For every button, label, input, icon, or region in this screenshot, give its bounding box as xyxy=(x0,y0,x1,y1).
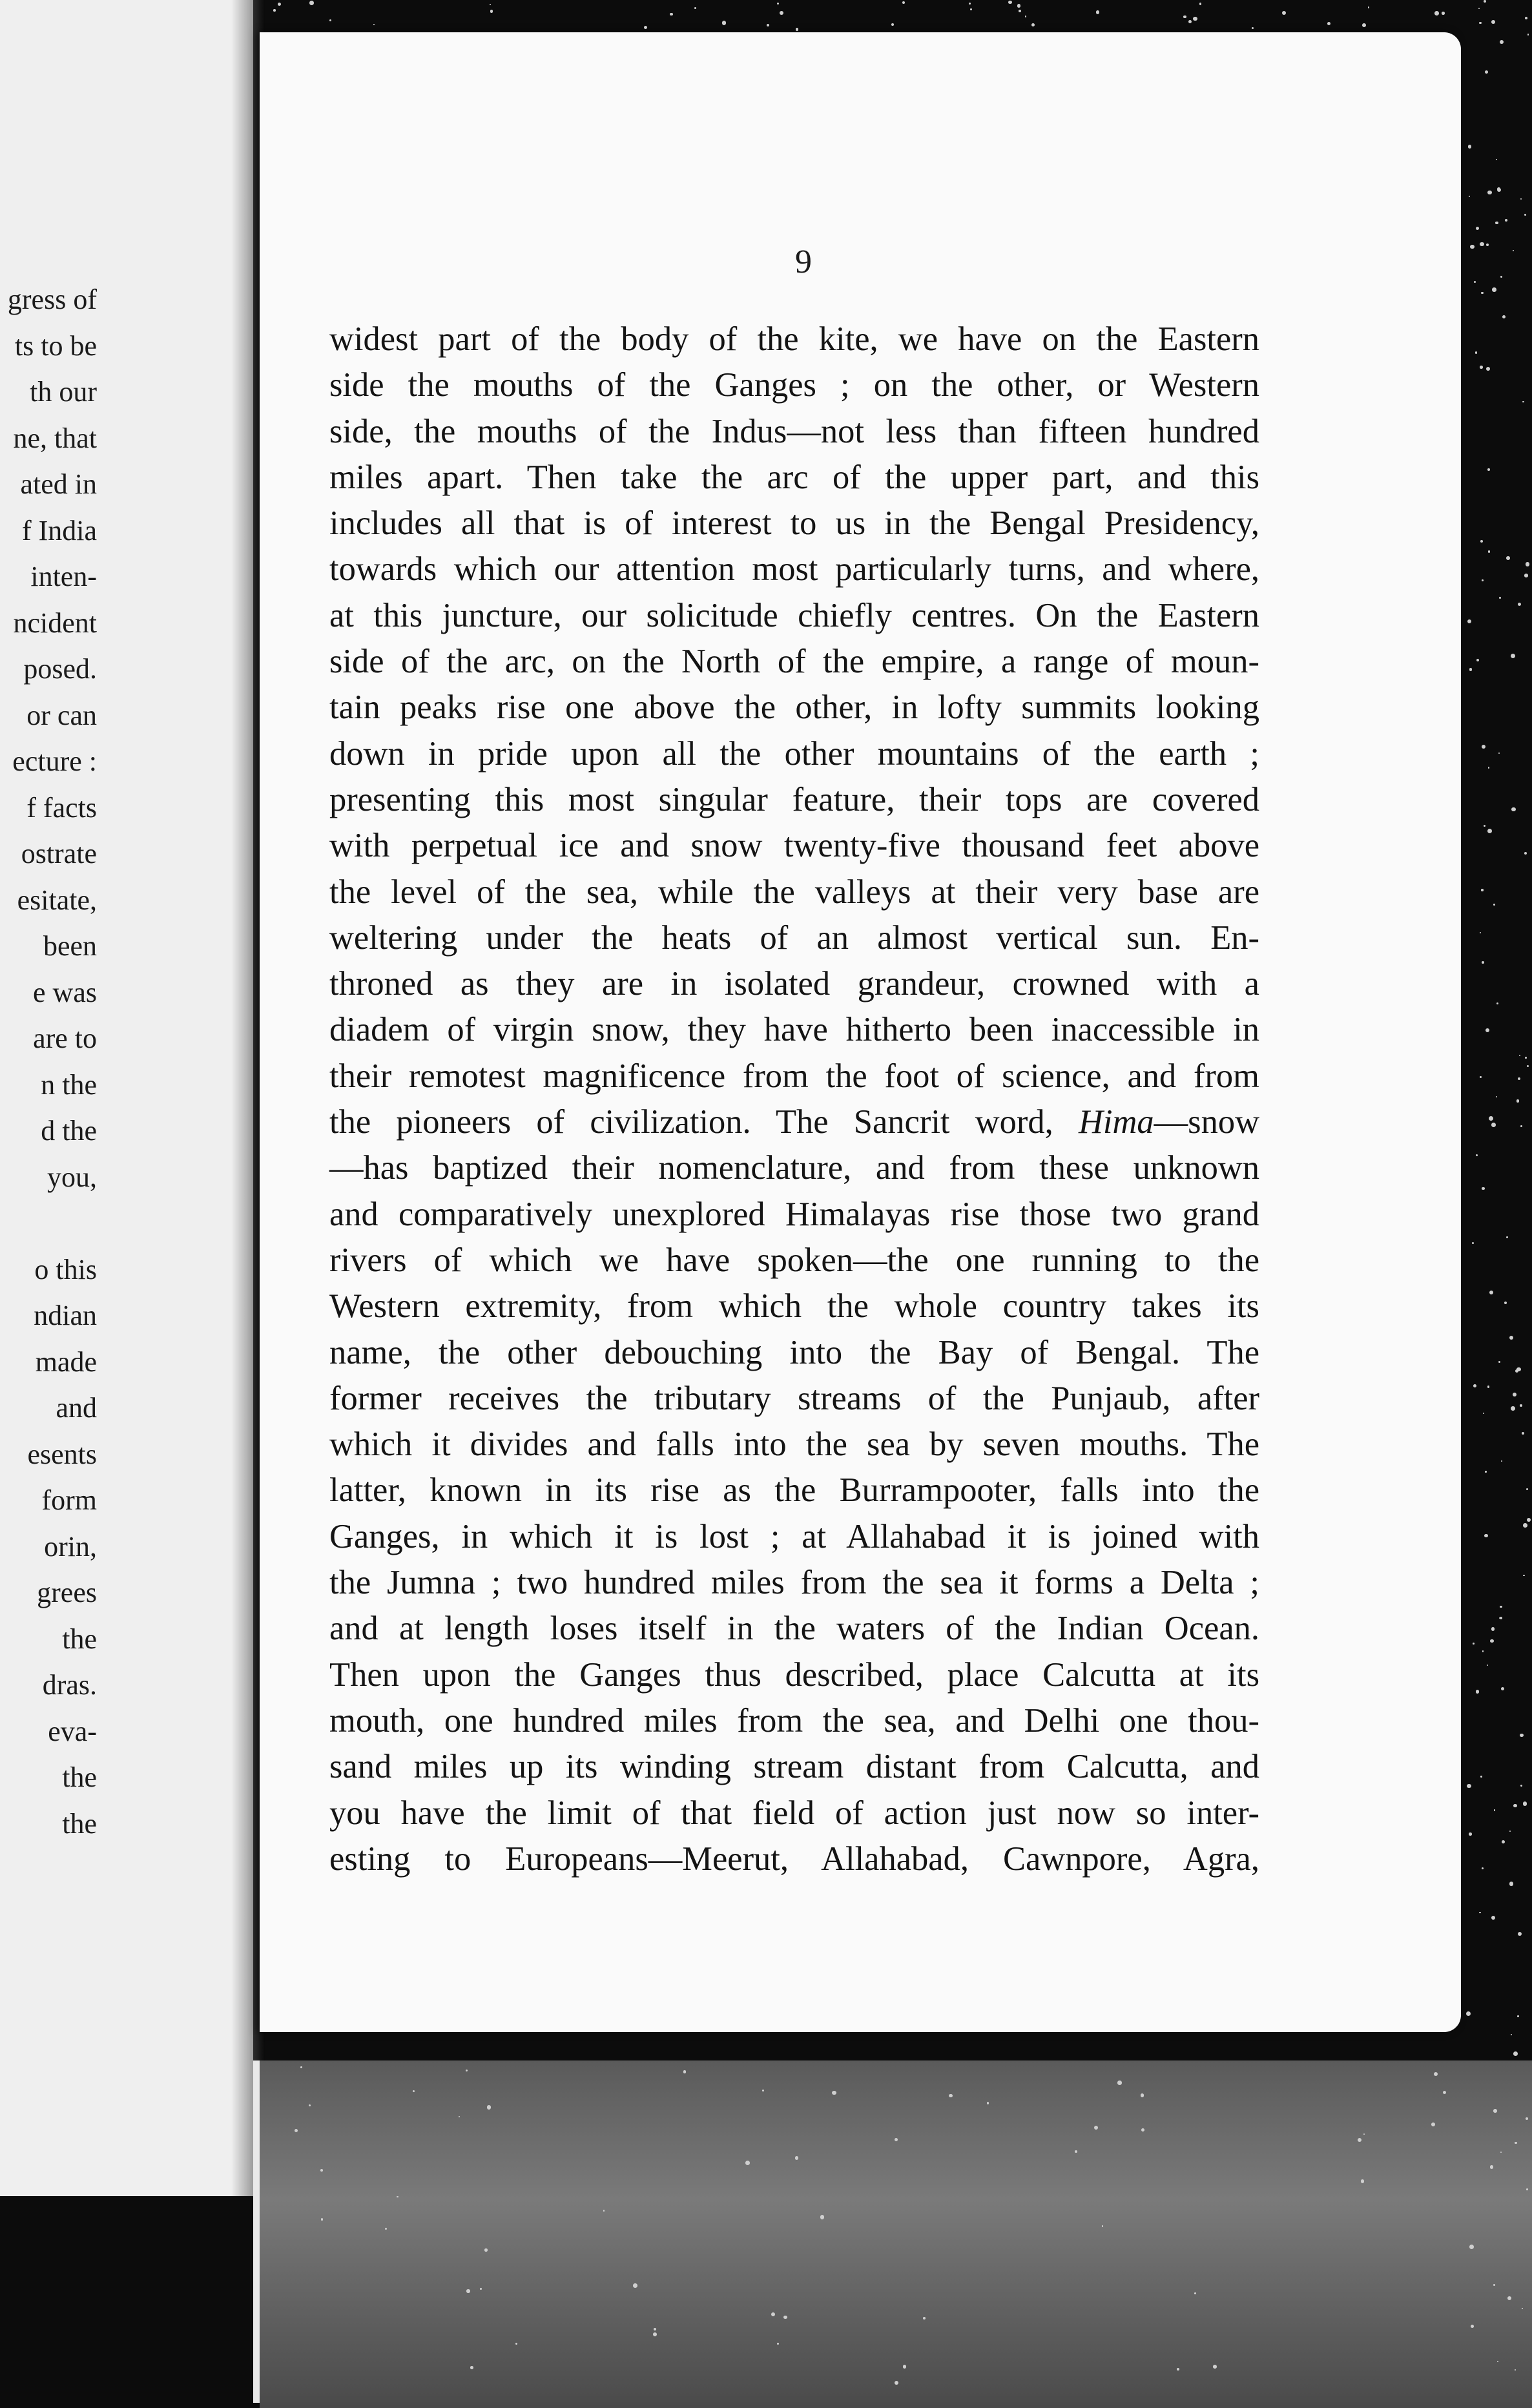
text-line: rivers of which we have spoken—the one running to the xyxy=(329,1241,1259,1279)
noise-speck xyxy=(771,2312,775,2316)
noise-speck xyxy=(1481,292,1484,295)
noise-speck xyxy=(1525,1057,1527,1059)
noise-speck xyxy=(722,21,727,25)
noise-speck xyxy=(1526,2188,1528,2190)
text-line: towards which our attention most particularly turns, and where, xyxy=(329,550,1259,588)
noise-speck xyxy=(1442,12,1445,15)
text-line: presenting this most singular feature, their tops are covered xyxy=(329,780,1259,818)
noise-speck xyxy=(1282,11,1286,15)
noise-speck xyxy=(278,3,281,6)
text-line: weltering under the heats of an almost vertical sun. En- xyxy=(329,919,1259,957)
noise-speck xyxy=(1523,1801,1527,1806)
noise-speck xyxy=(644,26,647,29)
noise-speck xyxy=(1480,242,1484,246)
noise-speck xyxy=(1478,8,1480,9)
noise-speck xyxy=(1025,16,1026,17)
noise-speck xyxy=(1501,1460,1503,1462)
left-page-line: ecture : xyxy=(12,745,97,777)
noise-speck xyxy=(1362,23,1366,27)
noise-speck xyxy=(777,2343,778,2344)
left-page-line: f India xyxy=(21,514,97,546)
noise-speck xyxy=(1469,196,1470,197)
background-surface xyxy=(260,2060,1532,2408)
noise-speck xyxy=(1486,244,1489,246)
left-page-line: esitate, xyxy=(17,884,97,916)
noise-speck xyxy=(1008,1,1011,4)
noise-speck xyxy=(397,2196,399,2198)
noise-speck xyxy=(1509,1882,1514,1886)
noise-speck xyxy=(487,2105,491,2109)
text-line: the pioneers of civilization. The Sancrit word, Hima—snow xyxy=(329,1103,1259,1141)
noise-speck xyxy=(1486,367,1490,371)
noise-speck xyxy=(1484,1534,1488,1538)
noise-speck xyxy=(321,2218,323,2220)
noise-speck xyxy=(683,2070,686,2073)
text-line: esting to Europeans—Meerut, Allahabad, Cawnpore, Agra, xyxy=(329,1840,1259,1878)
noise-speck xyxy=(1491,1627,1495,1630)
noise-speck xyxy=(902,1,905,4)
noise-speck xyxy=(1476,659,1479,661)
text-line: Ganges, in which it is lost ; at Allahabad it is joined with xyxy=(329,1517,1259,1555)
noise-speck xyxy=(1431,2123,1435,2126)
noise-speck xyxy=(1492,287,1496,291)
noise-speck xyxy=(1493,2109,1497,2113)
text-line: tain peaks rise one above the other, in lofty summits looking xyxy=(329,689,1259,727)
noise-speck xyxy=(1473,1384,1476,1387)
text-line: sand miles up its winding stream distant from Calcutta, and xyxy=(329,1748,1259,1786)
noise-speck xyxy=(1031,23,1035,27)
noise-speck xyxy=(670,13,672,16)
noise-speck xyxy=(1117,2081,1121,2084)
noise-speck xyxy=(1481,889,1483,891)
noise-speck xyxy=(1513,250,1514,251)
noise-speck xyxy=(1526,562,1530,566)
noise-speck xyxy=(1470,245,1475,249)
left-page-line: th our xyxy=(30,376,97,408)
noise-speck xyxy=(777,3,779,5)
noise-speck xyxy=(1480,932,1481,933)
text-line: you have the limit of that field of action just now so inter- xyxy=(329,1794,1259,1832)
text-line: and at length loses itself in the waters of the Indian Ocean. xyxy=(329,1610,1259,1648)
noise-speck xyxy=(1522,1432,1524,1435)
noise-speck xyxy=(480,2288,482,2290)
noise-speck xyxy=(1487,468,1490,471)
text-line: their remotest magnificence from the foot of science, and from xyxy=(329,1057,1259,1095)
noise-speck xyxy=(1513,2051,1518,2056)
noise-speck xyxy=(796,28,799,31)
noise-speck xyxy=(1504,1302,1507,1304)
noise-speck xyxy=(1498,752,1500,754)
text-line: side the mouths of the Ganges ; on the other, or Western xyxy=(329,366,1259,404)
noise-speck xyxy=(1193,17,1197,21)
noise-speck xyxy=(1479,22,1481,24)
noise-speck xyxy=(1519,1055,1520,1056)
noise-speck xyxy=(1467,1784,1471,1788)
noise-speck xyxy=(1518,1932,1522,1936)
page-number: 9 xyxy=(795,244,812,280)
noise-speck xyxy=(1493,904,1495,906)
noise-speck xyxy=(1468,145,1472,149)
noise-speck xyxy=(1480,540,1483,543)
noise-speck xyxy=(1491,1916,1495,1920)
noise-speck xyxy=(1482,1867,1484,1869)
noise-speck xyxy=(329,19,331,21)
noise-speck xyxy=(654,2328,656,2330)
left-page-line: dras. xyxy=(42,1669,97,1701)
noise-speck xyxy=(1488,767,1490,769)
noise-speck xyxy=(1476,227,1479,230)
text-line: the level of the sea, while the valleys at their very base are xyxy=(329,873,1259,911)
noise-speck xyxy=(490,4,491,5)
noise-speck xyxy=(1188,20,1192,23)
noise-speck xyxy=(1199,3,1202,5)
noise-speck xyxy=(1496,1096,1497,1097)
text-line: Then upon the Ganges thus described, place Calcutta at its xyxy=(329,1655,1259,1694)
noise-speck xyxy=(309,1,314,5)
noise-speck xyxy=(1489,1116,1493,1121)
noise-speck xyxy=(780,11,783,15)
text-line: former receives the tributary streams of the Punjaub, after xyxy=(329,1379,1259,1417)
noise-speck xyxy=(1506,556,1510,560)
noise-speck xyxy=(745,2161,750,2165)
noise-speck xyxy=(1361,2179,1364,2183)
text-line: widest part of the body of the kite, we have on the Eastern xyxy=(329,320,1259,358)
noise-speck xyxy=(1490,2165,1493,2168)
left-page-line: d the xyxy=(41,1115,97,1147)
text-line: side, the mouths of the Indus—not less than fifteen hundred xyxy=(329,412,1259,450)
noise-speck xyxy=(1473,1643,1475,1645)
noise-speck xyxy=(1490,1639,1494,1643)
noise-speck xyxy=(373,24,375,25)
noise-speck xyxy=(1484,825,1485,827)
noise-speck xyxy=(1500,276,1502,278)
noise-speck xyxy=(1482,745,1486,749)
noise-speck xyxy=(1358,2138,1361,2142)
noise-speck xyxy=(1513,1804,1516,1807)
left-page-line: f facts xyxy=(26,791,97,824)
noise-speck xyxy=(1520,1404,1522,1407)
left-page-line: and xyxy=(56,1392,97,1424)
text-line: with perpetual ice and snow twenty-five thousand feet above xyxy=(329,827,1259,865)
text-line: the Jumna ; two hundred miles from the sea it forms a Delta ; xyxy=(329,1564,1259,1602)
noise-speck xyxy=(1525,17,1527,19)
page-fold-shadow xyxy=(231,0,253,2196)
noise-speck xyxy=(1487,191,1492,195)
noise-speck xyxy=(1509,1831,1511,1832)
noise-speck xyxy=(1511,1406,1515,1411)
noise-speck xyxy=(1213,2365,1217,2369)
noise-speck xyxy=(1522,401,1524,403)
noise-speck xyxy=(1527,1518,1531,1522)
noise-speck xyxy=(1500,1617,1503,1620)
noise-speck xyxy=(1524,852,1527,855)
left-page-line: posed. xyxy=(23,653,97,685)
noise-speck xyxy=(1498,1361,1500,1363)
noise-speck xyxy=(1480,1076,1481,1077)
text-line: Western extremity, from which the whole country takes its xyxy=(329,1287,1259,1325)
noise-speck xyxy=(466,2289,470,2293)
noise-speck xyxy=(1520,1785,1522,1787)
noise-speck xyxy=(895,2138,898,2141)
noise-speck xyxy=(1476,1690,1479,1693)
left-page-line: the xyxy=(62,1623,97,1655)
noise-speck xyxy=(1511,807,1516,812)
text-line: miles apart. Then take the arc of the upper part, and this xyxy=(329,458,1259,496)
left-page-line: inten- xyxy=(30,561,97,592)
left-page-line: ated in xyxy=(20,468,97,500)
noise-speck xyxy=(1520,1125,1522,1127)
noise-speck xyxy=(1491,1123,1496,1127)
noise-speck xyxy=(1474,281,1476,283)
noise-speck xyxy=(1017,4,1021,8)
noise-speck xyxy=(1527,34,1529,35)
noise-speck xyxy=(1511,2034,1512,2035)
noise-speck xyxy=(949,2094,953,2098)
noise-speck xyxy=(1526,1488,1528,1490)
noise-speck xyxy=(1499,597,1501,599)
left-page-line: or can xyxy=(26,699,97,731)
noise-speck xyxy=(295,2129,298,2132)
noise-speck xyxy=(1527,1065,1529,1067)
noise-speck xyxy=(1469,2245,1474,2249)
text-line: side of the arc, on the North of the empire, a range of moun- xyxy=(329,643,1259,681)
noise-speck xyxy=(1487,1665,1488,1666)
noise-speck xyxy=(1500,40,1504,44)
noise-speck xyxy=(653,2332,657,2336)
left-page-line: made xyxy=(35,1345,97,1378)
noise-speck xyxy=(1434,11,1439,16)
noise-speck xyxy=(1096,10,1100,14)
noise-speck xyxy=(1502,1840,1505,1843)
noise-speck xyxy=(1502,315,1506,319)
left-page-line: n the xyxy=(41,1068,97,1101)
noise-speck xyxy=(1509,1336,1513,1340)
left-page-line xyxy=(0,1200,97,1247)
text-line: and comparatively unexplored Himalayas rise those two grand xyxy=(329,1195,1259,1233)
noise-speck xyxy=(490,10,493,12)
noise-speck xyxy=(1483,1413,1484,1414)
noise-speck xyxy=(1482,579,1484,581)
left-page-line: eva- xyxy=(48,1715,97,1747)
noise-speck xyxy=(923,2317,926,2320)
noise-speck xyxy=(1518,603,1521,606)
noise-speck xyxy=(1489,1291,1494,1295)
noise-speck xyxy=(633,2283,637,2288)
noise-speck xyxy=(1524,574,1528,577)
noise-speck xyxy=(1511,654,1515,658)
noise-speck xyxy=(1524,214,1527,216)
left-page-line: the xyxy=(62,1807,97,1840)
text-line: down in pride upon all the other mountains of the earth ; xyxy=(329,734,1259,773)
text-line: at this juncture, our solicitude chiefly centres. On the Eastern xyxy=(329,596,1259,634)
noise-speck xyxy=(1494,1809,1495,1811)
noise-speck xyxy=(1516,1367,1521,1372)
noise-speck xyxy=(1522,2308,1523,2309)
noise-speck xyxy=(783,2316,787,2319)
noise-speck xyxy=(1480,1776,1482,1778)
text-line: —has baptized their nomenclature, and from these unknown xyxy=(329,1149,1259,1187)
left-page-line: orin, xyxy=(44,1530,97,1562)
noise-speck xyxy=(1506,1236,1508,1238)
noise-speck xyxy=(1517,2015,1519,2017)
left-page-line: are to xyxy=(33,1022,97,1054)
noise-speck xyxy=(1526,2117,1528,2120)
noise-speck xyxy=(970,8,972,10)
noise-speck xyxy=(1520,198,1522,200)
noise-speck xyxy=(1482,1650,1484,1652)
noise-speck xyxy=(1520,1734,1524,1738)
noise-speck xyxy=(1469,1832,1471,1835)
noise-speck xyxy=(1523,1575,1524,1576)
noise-speck xyxy=(1482,1187,1485,1190)
noise-speck xyxy=(1479,1912,1481,1914)
noise-speck xyxy=(820,2215,824,2219)
text-line: throned as they are in isolated grandeur, crowned with a xyxy=(329,965,1259,1003)
noise-speck xyxy=(1488,550,1490,552)
noise-speck xyxy=(767,24,769,26)
text-line: name, the other debouching into the Bay of Bengal. The xyxy=(329,1333,1259,1371)
noise-speck xyxy=(1523,1523,1527,1528)
page-body-text xyxy=(329,317,1259,1882)
noise-speck xyxy=(1513,1393,1516,1396)
left-page-line: ncident xyxy=(13,607,97,639)
left-page-line: ts to be xyxy=(14,329,97,362)
text-line: latter, known in its rise as the Burrampooter, falls into the xyxy=(329,1471,1259,1510)
noise-speck xyxy=(1141,2093,1144,2097)
text-line: diadem of virgin snow, they have hitherto been inaccessible in xyxy=(329,1011,1259,1049)
noise-speck xyxy=(1495,222,1498,224)
noise-speck xyxy=(320,2169,323,2172)
left-page-line: grees xyxy=(37,1577,97,1608)
noise-speck xyxy=(1518,1077,1520,1080)
noise-speck xyxy=(1194,2292,1196,2294)
noise-speck xyxy=(273,9,276,12)
noise-speck xyxy=(1327,22,1330,25)
noise-speck xyxy=(1516,1099,1520,1103)
noise-speck xyxy=(969,3,971,5)
noise-speck xyxy=(1487,829,1492,833)
noise-speck xyxy=(1019,10,1021,12)
left-page-line: e was xyxy=(33,976,97,1008)
noise-speck xyxy=(1496,1002,1498,1004)
noise-speck xyxy=(1491,20,1495,24)
left-page-line: ostrate xyxy=(21,838,97,869)
left-page-line: ne, that xyxy=(13,422,97,454)
text-line: mouth, one hundred miles from the sea, and Delhi one thou- xyxy=(329,1701,1259,1739)
noise-speck xyxy=(1500,1606,1502,1608)
text-line: which it divides and falls into the sea by seven mouths. The xyxy=(329,1426,1259,1464)
noise-speck xyxy=(1485,1471,1486,1472)
noise-speck xyxy=(903,2365,906,2368)
left-page-line: been xyxy=(43,930,97,962)
left-page-line: the xyxy=(62,1761,97,1793)
noise-speck xyxy=(1480,366,1483,369)
noise-speck xyxy=(1183,16,1186,19)
noise-speck xyxy=(1469,668,1472,670)
noise-speck xyxy=(694,7,696,9)
noise-speck xyxy=(1471,2325,1474,2328)
left-page-text xyxy=(0,276,97,1847)
noise-speck xyxy=(1482,961,1485,964)
noise-speck xyxy=(459,2116,460,2117)
noise-speck xyxy=(1484,0,1486,3)
left-page-line: gress of xyxy=(7,284,97,315)
left-page-line: form xyxy=(41,1484,97,1516)
left-page-line: o this xyxy=(34,1253,97,1285)
left-page-line: esents xyxy=(27,1438,97,1470)
text-line: includes all that is of interest to us in the Bengal Presidency, xyxy=(329,504,1259,543)
noise-speck xyxy=(484,2248,487,2251)
noise-speck xyxy=(1485,70,1488,74)
left-page-line: ndian xyxy=(34,1300,97,1331)
noise-speck xyxy=(1496,159,1498,161)
noise-speck xyxy=(1472,1242,1474,1244)
noise-speck xyxy=(470,2366,473,2369)
left-page xyxy=(0,0,253,2196)
noise-speck xyxy=(1368,6,1370,8)
noise-speck xyxy=(1505,219,1507,222)
noise-speck xyxy=(1485,1028,1490,1033)
noise-speck xyxy=(762,2090,764,2091)
left-page-line: you, xyxy=(47,1161,97,1193)
noise-speck xyxy=(1476,1154,1478,1157)
noise-speck xyxy=(1501,1687,1504,1690)
noise-speck xyxy=(466,2070,468,2071)
noise-speck xyxy=(1467,619,1471,623)
noise-speck xyxy=(1475,351,1478,354)
noise-speck xyxy=(1252,27,1254,29)
noise-speck xyxy=(1466,2011,1471,2016)
noise-speck xyxy=(1487,1386,1490,1388)
noise-speck xyxy=(891,23,894,26)
